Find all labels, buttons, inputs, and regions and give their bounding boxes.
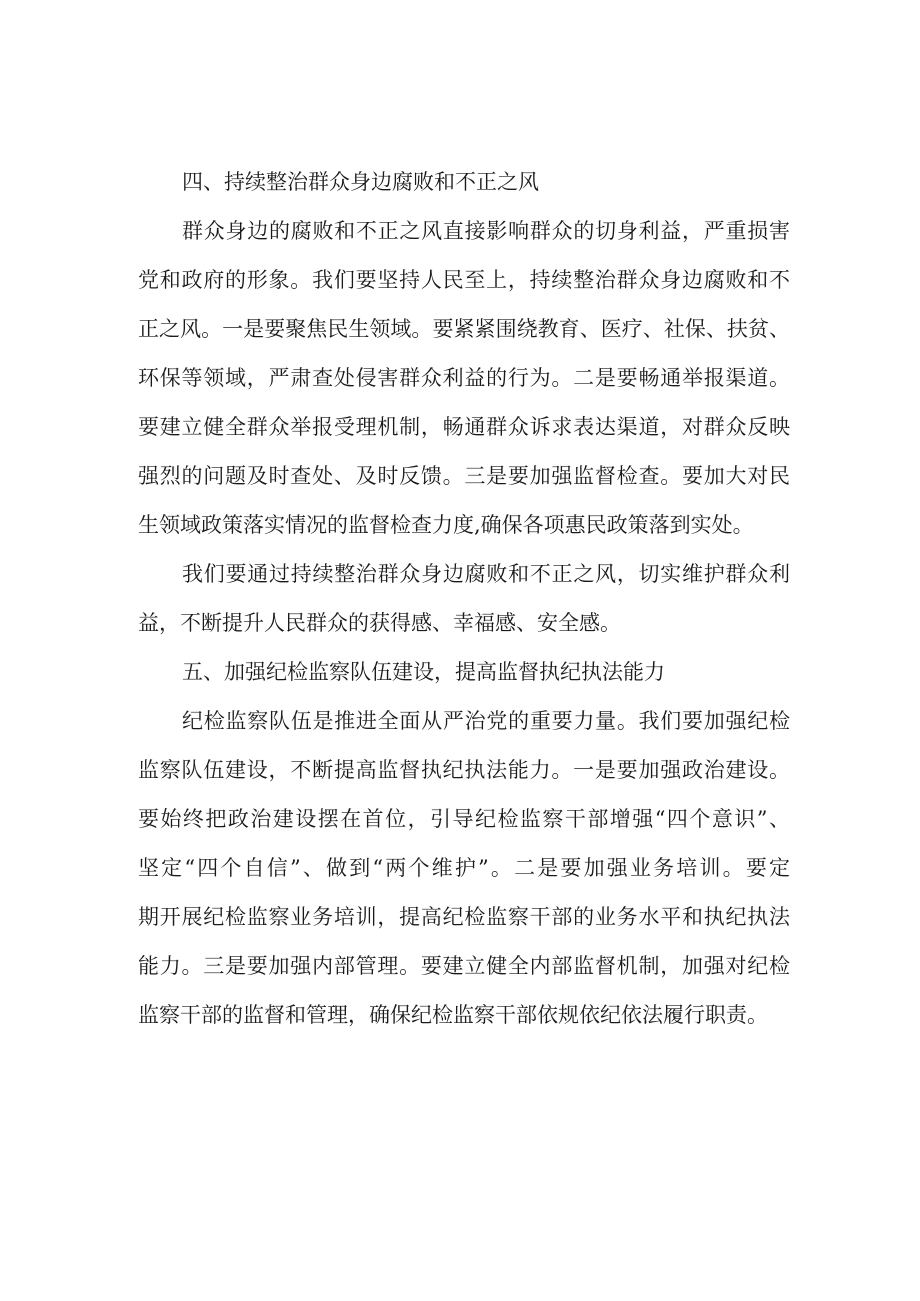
section-5-heading: 五、加强纪检监察队伍建设，提高监督执纪执法能力 <box>182 660 665 684</box>
paragraph-line: 要建立健全群众举报受理机制，畅通群众诉求表达渠道，对群众反映 <box>138 415 790 439</box>
paragraph-line: 监察队伍建设，不断提高监督执纪执法能力。一是要加强政治建设。 <box>138 758 790 782</box>
paragraph-line: 能力。三是要加强内部管理。要建立健全内部监督机制，加强对纪检 <box>138 954 790 978</box>
document-body <box>138 158 790 1040</box>
section-4-paragraph-1 <box>138 207 790 550</box>
paragraph-line: 生领域政策落实情况的监督检查力度,确保各项惠民政策落到实处。 <box>138 513 754 537</box>
section-4-heading: 四、持续整治群众身边腐败和不正之风 <box>182 170 539 194</box>
paragraph-line: 环保等领域，严肃查处侵害群众利益的行为。二是要畅通举报渠道。 <box>138 366 790 390</box>
paragraph-line: 强烈的问题及时查处、及时反馈。三是要加强监督检查。要加大对民 <box>138 464 790 488</box>
paragraph-line: 我们要通过持续整治群众身边腐败和不正之风，切实维护群众利 <box>182 562 790 586</box>
section-5-paragraph-1 <box>138 697 790 1040</box>
paragraph-line: 党和政府的形象。我们要坚持人民至上，持续整治群众身边腐败和不 <box>138 268 790 292</box>
paragraph-line: 群众身边的腐败和不正之风直接影响群众的切身利益，严重损害 <box>182 219 790 243</box>
section-4-paragraph-2 <box>138 550 790 648</box>
paragraph-line: 监察干部的监督和管理，确保纪检监察干部依规依纪依法履行职责。 <box>138 1003 768 1027</box>
paragraph-line: 纪检监察队伍是推进全面从严治党的重要力量。我们要加强纪检 <box>182 709 790 733</box>
paragraph-line: 益，不断提升人民群众的获得感、幸福感、安全感。 <box>138 611 621 635</box>
paragraph-line: 正之风。一是要聚焦民生领域。要紧紧围绕教育、医疗、社保、扶贫、 <box>138 317 790 341</box>
paragraph-line: 要始终把政治建设摆在首位，引导纪检监察干部增强“四个意识”、 <box>138 807 790 831</box>
paragraph-line: 坚定“四个自信”、做到“两个维护”。二是要加强业务培训。要定 <box>138 856 790 880</box>
paragraph-line: 期开展纪检监察业务培训，提高纪检监察干部的业务水平和执纪执法 <box>138 905 790 929</box>
